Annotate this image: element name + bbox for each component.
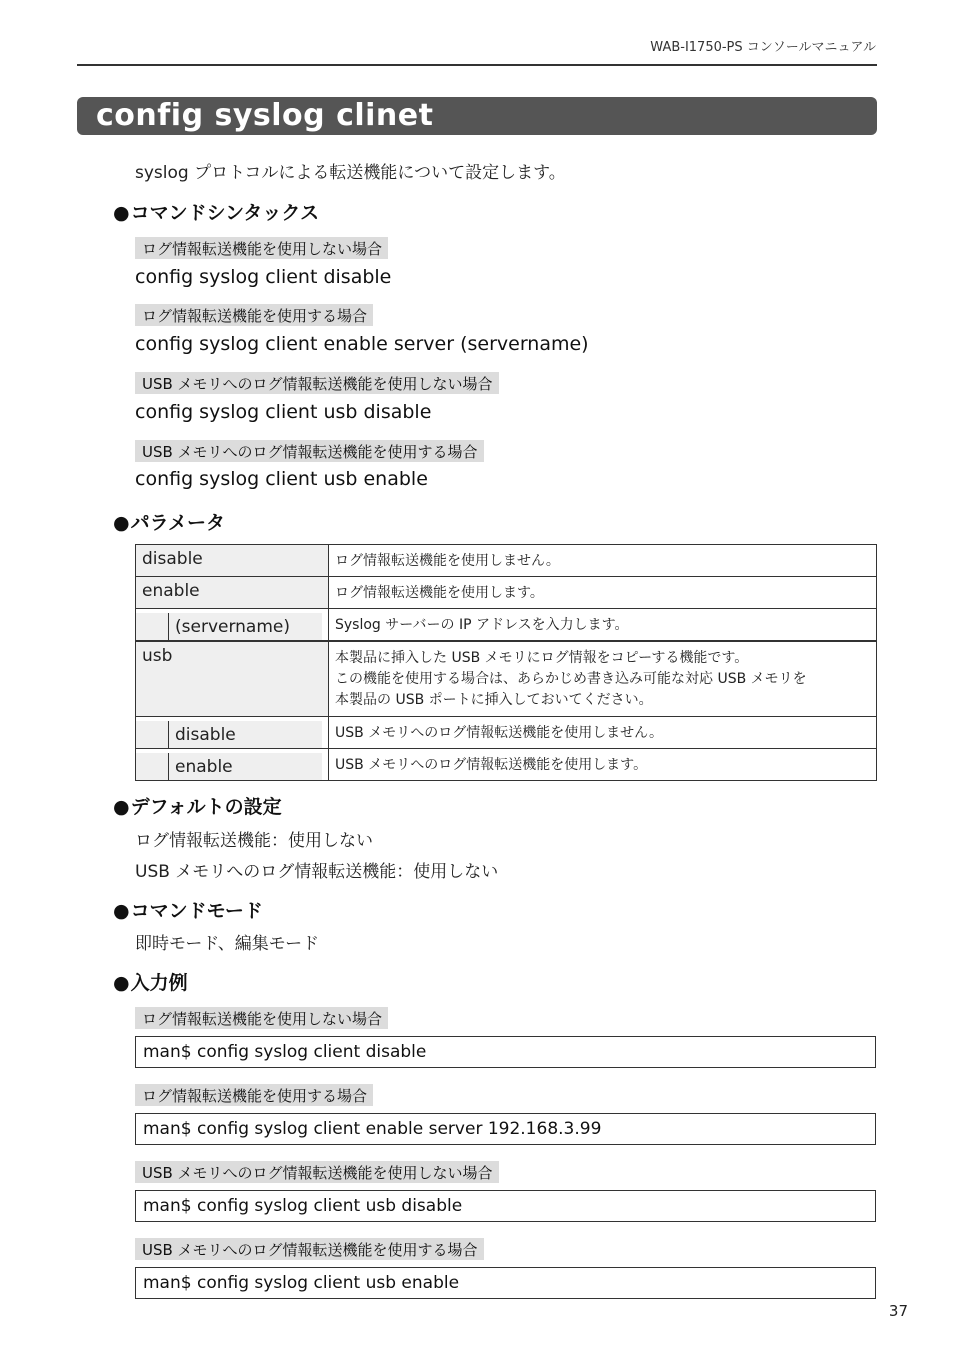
param-key: (servername) — [169, 613, 322, 640]
bullet-icon: ● — [113, 972, 130, 994]
example-command-box-1: man$ config syslog client disable — [135, 1036, 876, 1068]
syntax-command-3: config syslog client usb disable — [135, 401, 432, 423]
syntax-command-1: config syslog client disable — [135, 266, 392, 288]
mode-heading-label: コマンドモード — [130, 900, 263, 922]
example-tag-4: USB メモリへのログ情報転送機能を使用する場合 — [135, 1238, 484, 1260]
mode-text: 即時モード、編集モード — [135, 934, 320, 954]
bullet-icon: ● — [113, 512, 130, 534]
table-row — [136, 576, 876, 608]
defaults-heading — [113, 792, 282, 819]
param-key: disable — [136, 545, 329, 576]
title-bar — [77, 97, 877, 135]
param-key-indented — [136, 749, 329, 780]
param-value: USB メモリへのログ情報転送機能を使用しません。 — [335, 725, 664, 741]
table-row — [136, 545, 876, 576]
param-value — [329, 642, 876, 716]
syntax-heading — [113, 198, 319, 225]
syntax-command-4: config syslog client usb enable — [135, 468, 428, 490]
param-key: enable — [169, 753, 322, 780]
page-title: config syslog clinet — [96, 98, 434, 133]
syntax-command-2: config syslog client enable server (servername) — [135, 333, 589, 355]
param-key: usb — [136, 642, 329, 716]
examples-heading — [113, 968, 188, 995]
syntax-tag-4: USB メモリへのログ情報転送機能を使用する場合 — [135, 440, 484, 462]
example-command-box-4: man$ config syslog client usb enable — [135, 1267, 876, 1299]
bullet-icon: ● — [113, 202, 130, 224]
param-key-indented — [136, 717, 329, 748]
param-value-line: 本製品に挿入した USB メモリにログ情報をコピーする機能です。 — [335, 650, 749, 666]
default-line-2: USB メモリへのログ情報転送機能：使用しない — [135, 862, 499, 882]
table-row — [136, 608, 876, 640]
manual-title: WAB-I1750-PS コンソールマニュアル — [650, 40, 876, 55]
params-heading — [113, 508, 225, 535]
param-key: enable — [136, 577, 329, 608]
syntax-tag-2: ログ情報転送機能を使用する場合 — [135, 304, 373, 326]
syntax-heading-label: コマンドシンタックス — [130, 202, 320, 224]
syntax-tag-1: ログ情報転送機能を使用しない場合 — [135, 237, 388, 259]
defaults-heading-label: デフォルトの設定 — [130, 796, 282, 818]
table-row — [136, 640, 876, 716]
bullet-icon: ● — [113, 900, 130, 922]
page-number: 37 — [888, 1302, 908, 1320]
param-value: ログ情報転送機能を使用しません。 — [335, 553, 560, 569]
syntax-tag-3: USB メモリへのログ情報転送機能を使用しない場合 — [135, 372, 499, 394]
default-line-1: ログ情報転送機能：使用しない — [135, 831, 373, 851]
param-value-line: 本製品の USB ポートに挿入しておいてください。 — [335, 692, 653, 708]
param-value: USB メモリへのログ情報転送機能を使用します。 — [335, 757, 648, 773]
params-heading-label: パラメータ — [130, 512, 226, 534]
header-rule — [77, 64, 877, 66]
lead-text: syslog プロトコルによる転送機能について設定します。 — [135, 163, 566, 183]
examples-heading-label: 入力例 — [130, 972, 188, 994]
param-value: ログ情報転送機能を使用します。 — [335, 585, 544, 601]
param-key-indented — [136, 609, 329, 640]
mode-heading — [113, 896, 263, 923]
example-tag-3: USB メモリへのログ情報転送機能を使用しない場合 — [135, 1161, 499, 1183]
param-value: Syslog サーバーの IP アドレスを入力します。 — [335, 617, 629, 633]
param-value-line: この機能を使用する場合は、あらかじめ書き込み可能な対応 USB メモリを — [335, 671, 807, 687]
example-tag-2: ログ情報転送機能を使用する場合 — [135, 1084, 373, 1106]
param-key: disable — [169, 721, 322, 748]
bullet-icon: ● — [113, 796, 130, 818]
example-command-box-2: man$ config syslog client enable server 192.168.3.99 — [135, 1113, 876, 1145]
parameter-table — [135, 544, 877, 781]
table-row — [136, 716, 876, 748]
table-row — [136, 748, 876, 780]
example-command-box-3: man$ config syslog client usb disable — [135, 1190, 876, 1222]
example-tag-1: ログ情報転送機能を使用しない場合 — [135, 1007, 388, 1029]
